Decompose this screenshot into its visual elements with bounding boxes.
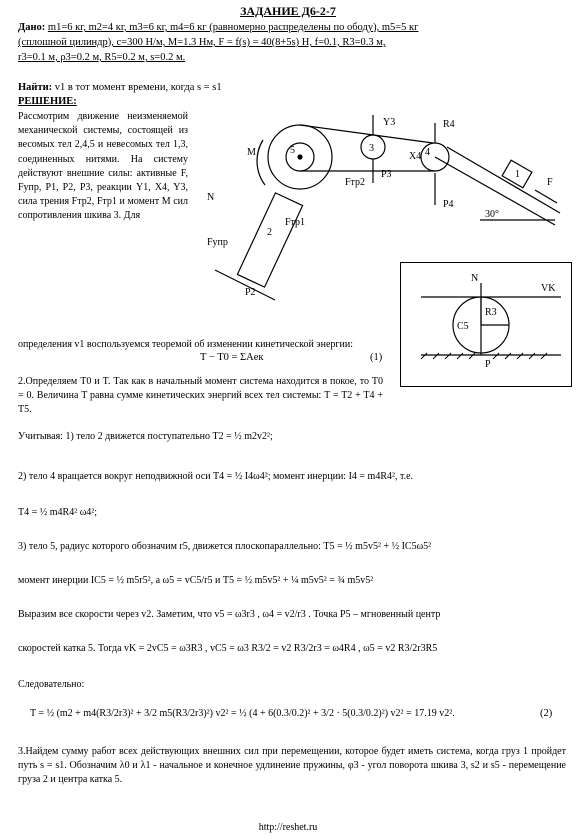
equation-1-number: (1) xyxy=(370,352,383,363)
para-i: скоростей катка 5. Тогда vK = 2vC5 = ω3R3 , vC5 = ω3 R3/2 = v2 R3/2r3 = ω4R4 , ω5 = v2 R3/2r3R5 xyxy=(18,643,438,654)
solution-label: РЕШЕНИЕ: xyxy=(18,96,77,107)
para-f: 3) тело 5, радиус которого обозначим r5, движется плоскопараллельно: T5 = ½ m5v5² + ½ IC5ω5² xyxy=(18,541,432,552)
given-line-3: r3=0.1 м, ρ3=0.2 м, R5=0.2 м, s=0.2 м. xyxy=(18,52,186,63)
cylinder-inset-figure xyxy=(400,262,572,387)
label-f-upr: Fупр xyxy=(207,237,228,248)
para-g: момент инерции IC5 = ½ m5r5², а ω5 = vC5/r5 и T5 = ½ m5v5² + ¼ m5v5² = ¾ m5v5² xyxy=(18,575,374,586)
equation-1: T − T0 = ΣAeк xyxy=(200,352,264,363)
label-f: F xyxy=(547,177,553,188)
para-a: определения v1 воспользуемся теоремой об изменении кинетической энергии: xyxy=(18,339,353,350)
label-y3: Y3 xyxy=(383,117,396,128)
label-n-left: N xyxy=(207,192,215,203)
label-n5: 5 xyxy=(290,145,295,156)
label-n1: 1 xyxy=(515,169,520,180)
equation-2: T = ½ (m2 + m4(R3/2r3)² + 3/2 m5(R3/2r3)²) v2² = ½ (4 + 6(0.3/0.2)² + 3/2 · 5(0.3/0.2)²) v2² = 17.19 v2². xyxy=(30,708,455,719)
label-f-tr1: Fтр1 xyxy=(285,217,306,228)
label-x4: X4 xyxy=(409,151,422,162)
given-line-1: m1=6 кг, m2=4 кг, m3=6 кг, m4=6 кг (равномерно распределены по ободу), m5=5 кг xyxy=(47,22,419,33)
footer-url: http://reshet.ru xyxy=(258,822,318,833)
given-label: Дано: xyxy=(18,22,46,33)
para-c: Учитывая: 1) тело 2 движется поступательно T2 = ½ m2v2²; xyxy=(18,431,273,442)
label-r3-inset: R3 xyxy=(485,307,497,318)
label-n3: 3 xyxy=(369,143,374,154)
find-block xyxy=(18,82,222,93)
given-block xyxy=(18,20,566,65)
label-angle: 30° xyxy=(485,209,499,220)
label-n-inset: N xyxy=(471,273,479,284)
para-d: 2) тело 4 вращается вокруг неподвижной оси T4 = ½ I4ω4²; момент инерции: I4 = m4R4², т.е. xyxy=(18,471,414,482)
label-p3: P3 xyxy=(381,169,392,180)
find-label: Найти: xyxy=(18,82,53,93)
find-text: v1 в тот момент времени, когда s = s1 xyxy=(54,82,222,93)
label-n2: 2 xyxy=(267,227,272,238)
label-r4: R4 xyxy=(443,119,455,130)
label-m: M xyxy=(247,147,256,158)
para-e: T4 = ½ m4R4² ω4²; xyxy=(18,507,98,518)
label-n4: 4 xyxy=(425,147,430,158)
intro-text: Рассмотрим движение неизменяемой механической системы, состоящей из весомых тел 2,4,5 и невесомых тел 1,3, соединенных нитями. На систему действуют внешние силы: активные F, Fупр, P1, P2, P3, реакции Y1, X4, Y3, сила трения Fтр2, Fтр1 и момент M сил сопротивления шкива 3. Для xyxy=(18,111,188,222)
para-h: Выразим все скорости через v2. Заметим, что v5 = ω3r3 , ω4 = v2/r3 . Точка P5 – мгновенный центр xyxy=(18,609,441,620)
label-p4: P4 xyxy=(443,199,454,210)
given-line-2: (сплошной цилиндр), c=300 Н/м, M=1.3 Нм, F = f(s) = 40(8+5s) Н, f=0.1, R3=0.3 м, xyxy=(18,37,386,48)
task-title: ЗАДАНИЕ Д6-2-7 xyxy=(240,4,336,18)
para-b: 2.Определяем T0 и T. Так как в начальный момент система находится в покое, то T0 = 0. Величина T равна сумме кинетических энергий всех тел системы: T = T2 + T4 + T5. xyxy=(18,376,383,415)
para-k: 3.Найдем сумму работ всех действующих внешних сил при перемещении, которое будет иметь система, когда груз 1 пройдет путь s = s1. Обозначим λ0 и λ1 - начальное и конечное удлинение пружины, φ3 - угол поворота шкива 3, s2 и s5 - перемещение груза 2 и центра катка 5. xyxy=(18,746,566,785)
label-c5: C5 xyxy=(457,321,469,332)
label-vk: VK xyxy=(541,283,556,294)
label-p2: P2 xyxy=(245,287,256,298)
para-j: Следовательно: xyxy=(18,679,85,690)
label-f-tr2: Fтр2 xyxy=(345,177,366,188)
equation-2-number: (2) xyxy=(540,708,553,719)
label-p: P xyxy=(485,359,491,370)
